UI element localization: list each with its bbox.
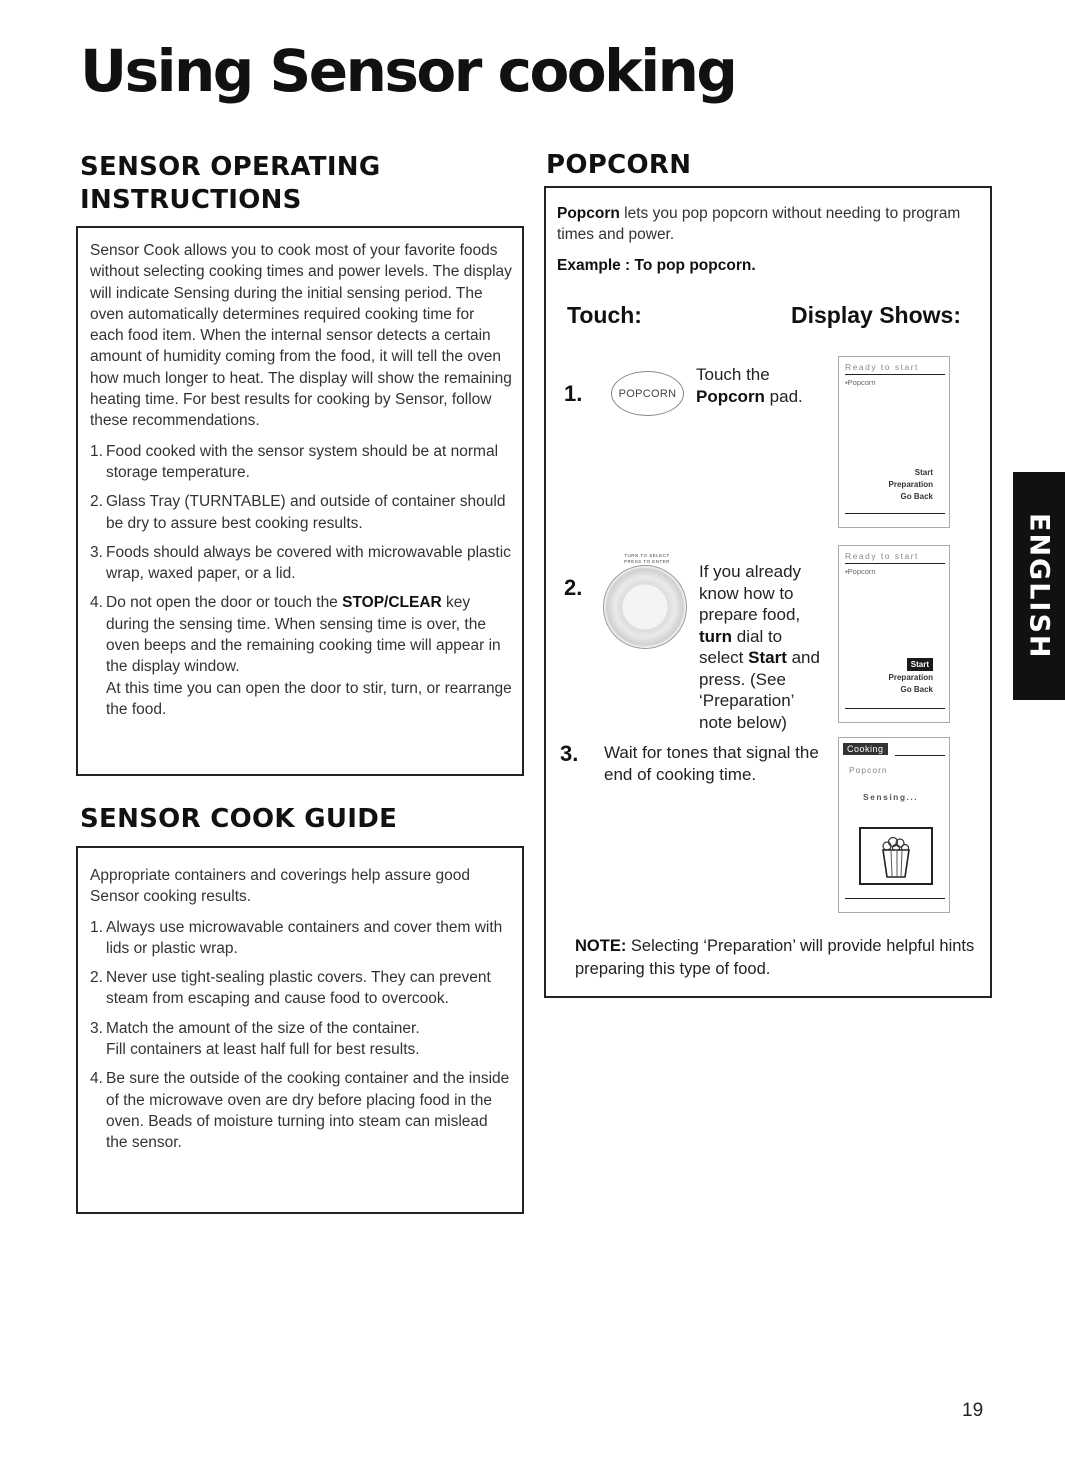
step-2-text <box>699 561 820 733</box>
display-preparation-option: Preparation <box>888 480 933 489</box>
display-header-rule <box>895 755 945 756</box>
list-item-text: Food cooked with the sensor system should be at normal storage temperature. <box>106 442 499 481</box>
display-bottom-rule <box>845 513 945 514</box>
step-3-text <box>604 742 819 785</box>
display-bottom-rule <box>845 898 945 899</box>
stop-clear-key-label: STOP/CLEAR <box>342 594 442 612</box>
popcorn-example: Example : To pop popcorn. <box>557 257 756 274</box>
list-item-number: 3. <box>90 543 103 561</box>
step-2-line2: know how to <box>699 583 794 603</box>
popcorn-intro-bold: Popcorn <box>557 205 620 222</box>
display-screen-2 <box>838 545 950 723</box>
list-item-number: 1. <box>90 442 103 460</box>
step-1-line1: Touch the <box>696 365 770 384</box>
list-item-number: 2. <box>90 493 103 511</box>
sensor-operating-heading-line1: SENSOR OPERATING <box>80 152 381 182</box>
list-item <box>90 491 512 534</box>
sensor-operating-intro: Sensor Cook allows you to cook most of your favorite foods without selecting cooking times and power levels. The display will indicate Sensing during the initial sensing period. The oven automatically determines required cooking time for each food item. When the internal sensor detects a certain amount of humidity coming from the food, it will tell the oven how much longer to heat. The display will show the remaining heating time. For best results for cooking by Sensor, follow these recommendations. <box>90 242 512 430</box>
dial-knob-icon <box>603 565 687 649</box>
list-item <box>90 917 512 960</box>
list-item-text: Always use microwavable containers and cover them with lids or plastic wrap. <box>106 918 503 957</box>
display-go-back-option: Go Back <box>900 685 933 694</box>
list-item <box>90 542 512 585</box>
list-item-number: 4. <box>90 1070 103 1088</box>
sensor-operating-box <box>76 226 524 776</box>
list-item <box>90 441 512 484</box>
step-1-number: 1. <box>564 381 583 406</box>
display-bottom-rule <box>845 708 945 709</box>
list-item-number: 3. <box>90 1019 103 1037</box>
list-item-text: Never use tight-sealing plastic covers. They can prevent steam from escaping and cause food to overcook. <box>106 969 491 1008</box>
step-1-bold: Popcorn <box>696 386 765 406</box>
display-menu <box>889 467 933 503</box>
display-cooking-tab: Cooking <box>843 743 888 755</box>
popcorn-bag-icon <box>859 827 933 885</box>
list-item-text: Foods should always be covered with microwavable plastic wrap, waxed paper, or a lid. <box>106 543 511 583</box>
step-2-line1: If you already <box>699 562 802 581</box>
sensor-operating-heading-line2: INSTRUCTIONS <box>80 185 302 215</box>
display-preparation-option: Preparation <box>888 673 933 682</box>
list-item-text-main: Match the amount of the size of the container. <box>106 1019 420 1037</box>
sensor-guide-box <box>76 846 524 1214</box>
list-item-number: 4. <box>90 594 103 612</box>
list-item <box>90 592 512 720</box>
list-item-text-extra: At this time you can open the door to stir, turn, or rearrange the food. <box>106 679 512 718</box>
display-start-option: Start <box>914 468 933 477</box>
list-item-text: Be sure the outside of the cooking container and the inside of the microwave oven are dry before placing food in the oven. Beads of moisture turning into steam can mislead the sensor. <box>106 1070 510 1152</box>
popcorn-intro <box>557 203 977 245</box>
list-item-text <box>106 1018 512 1061</box>
display-menu <box>889 672 933 696</box>
touch-header: Touch: <box>567 302 642 328</box>
list-item-text-pre: Do not open the door or touch the <box>106 594 343 612</box>
popcorn-heading: POPCORN <box>546 150 692 180</box>
step-3-line1: Wait for tones that signal the <box>604 743 819 762</box>
popcorn-bowl-icon <box>861 829 931 883</box>
step-2-start: Start <box>748 648 787 667</box>
dial-label-press: PRESS TO ENTER <box>623 559 671 564</box>
list-item <box>90 967 512 1010</box>
list-item-text-post: key during the sensing time. When sensing time is over, the oven beeps and the remaining cooking time will appear in the display window. <box>106 594 501 676</box>
sensor-operating-list <box>90 441 512 721</box>
sensor-guide-heading: SENSOR COOK GUIDE <box>80 804 398 834</box>
step-2-line3: prepare food, <box>699 605 801 624</box>
step-2-turn: turn <box>699 626 733 646</box>
step-2-number: 2. <box>564 575 583 600</box>
list-item-number: 1. <box>90 918 103 936</box>
list-item <box>90 1018 512 1061</box>
step-3-number: 3. <box>560 741 579 766</box>
display-screen-3 <box>838 737 950 913</box>
step-2-line8: note below) <box>699 712 787 732</box>
step-1-text <box>696 364 803 407</box>
step-2-line6: press. (See <box>699 669 786 689</box>
display-screen-1 <box>838 356 950 528</box>
step-2-line7: ‘Preparation’ <box>699 691 795 710</box>
display-shows-header: Display Shows: <box>791 302 961 328</box>
step-2-line5-post: and <box>786 648 820 667</box>
step-3-line2: end of cooking time. <box>604 764 757 784</box>
sensor-guide-intro: Appropriate containers and coverings help assure good Sensor cooking results. <box>90 867 470 906</box>
step-1-rest: pad. <box>764 386 803 406</box>
popcorn-pad-button <box>611 371 684 416</box>
list-item-text-extra: Fill containers at least half full for best results. <box>106 1041 420 1059</box>
page-number: 19 <box>962 1400 984 1421</box>
language-side-tab <box>1013 472 1065 700</box>
display-popcorn-item: ▪Popcorn <box>845 567 876 576</box>
display-go-back-option: Go Back <box>900 492 933 501</box>
sensor-guide-list <box>90 917 512 1154</box>
note-label: NOTE: <box>575 937 627 955</box>
display-ready-text: Ready to start <box>845 551 919 561</box>
note-text: Selecting ‘Preparation’ will provide helpful hints preparing this type of food. <box>575 937 975 978</box>
popcorn-intro-rest: lets you pop popcorn without needing to program times and power. <box>557 205 961 243</box>
list-item-number: 2. <box>90 969 103 987</box>
display-popcorn-item: ▪Popcorn <box>845 378 876 387</box>
popcorn-note <box>575 935 975 981</box>
popcorn-pad-label: POPCORN <box>618 387 677 400</box>
step-2-line5-pre: select <box>699 648 749 667</box>
display-popcorn-text: Popcorn <box>849 765 888 775</box>
sensor-operating-heading <box>80 151 381 217</box>
language-side-tab-label: ENGLISH <box>1023 512 1055 660</box>
list-item-text <box>106 592 512 720</box>
list-item-text: Glass Tray (TURNTABLE) and outside of container should be dry to assure best cooking results. <box>106 493 506 532</box>
display-ready-text: Ready to start <box>845 362 919 372</box>
display-start-highlighted: Start <box>907 658 933 671</box>
dial-label-turn: TURN TO SELECT <box>624 553 670 558</box>
step-2-line4: dial to <box>732 626 783 646</box>
page-title: Using Sensor cooking <box>80 37 736 105</box>
display-sensing-text: Sensing... <box>863 792 919 802</box>
dial-labels <box>602 553 692 565</box>
list-item <box>90 1068 512 1153</box>
